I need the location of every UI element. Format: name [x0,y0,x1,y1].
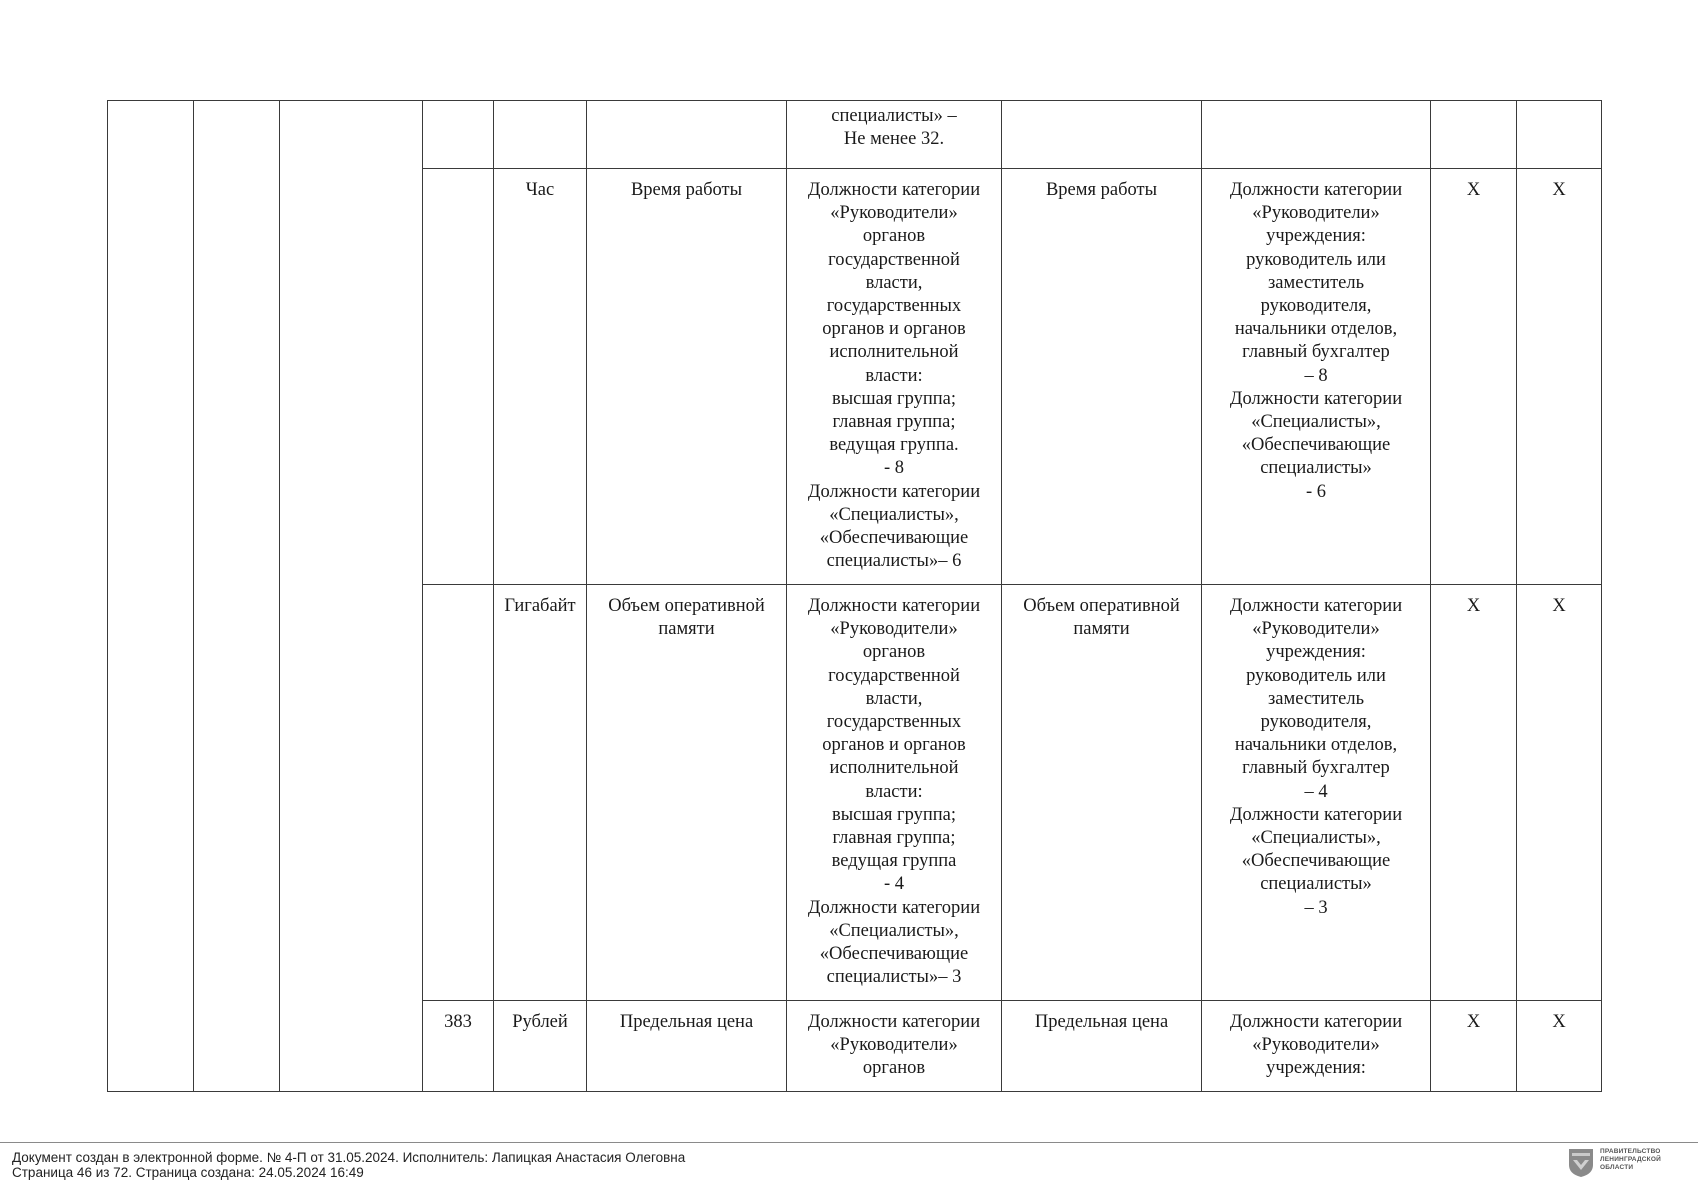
cell-characteristic-institution: Время работы [1002,169,1202,585]
norms-table [107,100,1602,1092]
cell-characteristic: Время работы [587,169,787,585]
cell-norm-institution: Должности категории «Руководители» учреждения: руководитель или заместитель руководителя, начальники отделов, главный бухгалтер – 8 Должности категории «Специалисты», «Обеспечивающие специалисты» - 6 [1202,169,1431,585]
cell-number [423,585,494,1001]
logo-caption: ПРАВИТЕЛЬСТВО ЛЕНИНГРАДСКОЙ ОБЛАСТИ [1600,1148,1661,1171]
cell-mark [1517,101,1602,169]
document-table-area [107,100,1601,1091]
cell-unit: Час [494,169,587,585]
cell-mark: X [1517,1001,1602,1092]
cell-norm-institution [1202,101,1431,169]
cell-norm-government: Должности категории «Руководители» органов государственной власти, государственных органов и органов исполнительной власти: высшая группа; главная группа; ведущая группа - 4 Должности категории «Специалисты», «Обеспечивающие специалисты»– 3 [787,585,1002,1001]
table-row [108,101,1602,169]
cell-unit: Гигабайт [494,585,587,1001]
cell-unit: Рублей [494,1001,587,1092]
merged-empty-cell-2 [194,101,280,1092]
document-footer [12,1150,685,1180]
cell-characteristic-institution: Предельная цена [1002,1001,1202,1092]
cell-norm-government: Должности категории «Руководители» органов [787,1001,1002,1092]
footer-page-info: Страница 46 из 72. Страница создана: 24.05.2024 16:49 [12,1165,364,1180]
cell-mark: X [1431,585,1517,1001]
merged-empty-cell-3 [280,101,423,1092]
cell-characteristic [587,101,787,169]
cell-norm-institution: Должности категории «Руководители» учреждения: руководитель или заместитель руководителя, начальники отделов, главный бухгалтер – 4 Должности категории «Специалисты», «Обеспечивающие специалисты» – 3 [1202,585,1431,1001]
government-logo [1568,1148,1660,1178]
cell-norm-government: специалисты» – Не менее 32. [787,101,1002,169]
cell-mark: X [1431,1001,1517,1092]
cell-characteristic: Объем оперативной памяти [587,585,787,1001]
cell-mark: X [1431,169,1517,585]
cell-characteristic-institution [1002,101,1202,169]
coat-of-arms-icon [1568,1148,1594,1178]
cell-norm-government: Должности категории «Руководители» органов государственной власти, государственных органов и органов исполнительной власти: высшая группа; главная группа; ведущая группа. - 8 Должности категории «Специалисты», «Обеспечивающие специалисты»– 6 [787,169,1002,585]
cell-characteristic-institution: Объем оперативной памяти [1002,585,1202,1001]
cell-mark: X [1517,585,1602,1001]
cell-number: 383 [423,1001,494,1092]
cell-unit [494,101,587,169]
cell-norm-institution: Должности категории «Руководители» учреждения: [1202,1001,1431,1092]
footer-document-info: Документ создан в электронной форме. № 4-П от 31.05.2024. Исполнитель: Лапицкая Анастасия Олеговна [12,1150,686,1165]
cell-number [423,169,494,585]
merged-empty-cell-1 [108,101,194,1092]
footer-divider [0,1142,1698,1143]
cell-mark: X [1517,169,1602,585]
cell-characteristic: Предельная цена [587,1001,787,1092]
cell-number [423,101,494,169]
cell-mark [1431,101,1517,169]
